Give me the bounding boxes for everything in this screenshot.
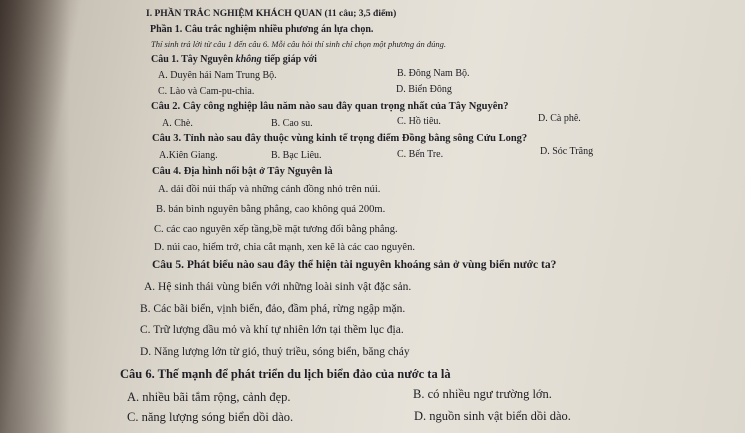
q1-option-b: B. Đông Nam Bộ.	[397, 68, 470, 79]
q6-option-d: D. nguồn sinh vật biển dồi dào.	[414, 409, 571, 423]
q4-option-a: A. dải đồi núi thấp và những cánh đồng nhỏ trên núi.	[158, 184, 381, 195]
q5-option-b: B. Các bãi biển, vịnh biển, đảo, đầm phá, rừng ngập mặn.	[140, 303, 406, 315]
q4-option-c: C. các cao nguyên xếp tầng,bề mặt tương đối bằng phẳng.	[154, 224, 398, 235]
question-3: Câu 3. Tỉnh nào sau đây thuộc vùng kinh tế trọng điểm Đồng bằng sông Cửu Long?	[152, 133, 528, 144]
q2-option-c: C. Hồ tiêu.	[397, 116, 441, 127]
photo-shadow	[0, 0, 70, 433]
q3-option-b: B. Bạc Liêu.	[271, 150, 322, 161]
q3-option-c: C. Bến Tre.	[397, 149, 444, 160]
part-heading: Phần 1. Câu trắc nghiệm nhiều phương án lựa chọn.	[150, 24, 374, 35]
q5-option-d: D. Năng lượng lớn từ gió, thuỷ triều, sóng biển, băng cháy	[140, 346, 410, 358]
q2-option-a: A. Chè.	[162, 118, 193, 129]
q2-option-b: B. Cao su.	[271, 118, 313, 129]
q6-option-c: C. năng lượng sóng biển dồi dào.	[127, 410, 294, 424]
q4-option-d: D. núi cao, hiểm trở, chia cắt mạnh, xen kẽ là các cao nguyên.	[154, 242, 415, 253]
question-1: Câu 1. Tây Nguyên không tiếp giáp với	[151, 54, 317, 65]
q6-option-a: A. nhiều bãi tắm rộng, cảnh đẹp.	[127, 390, 291, 404]
q3-option-d: D. Sóc Trăng	[540, 146, 594, 157]
q1-option-d: D. Biển Đông	[396, 84, 452, 95]
q3-option-a: A.Kiên Giang.	[159, 150, 218, 161]
question-2: Câu 2. Cây công nghiệp lâu năm nào sau đây quan trọng nhất của Tây Nguyên?	[151, 101, 509, 112]
q1-option-a: A. Duyên hải Nam Trung Bộ.	[158, 70, 277, 81]
section-heading: I. PHẦN TRẮC NGHIỆM KHÁCH QUAN (11 câu; 3,5 điểm)	[146, 9, 397, 19]
q2-option-d: D. Cà phê.	[538, 113, 581, 124]
question-4: Câu 4. Địa hình nổi bật ở Tây Nguyên là	[152, 166, 333, 177]
instruction: Thí sinh trả lời từ câu 1 đến câu 6. Mỗi câu hỏi thí sinh chỉ chọn một phương án đúng.	[151, 39, 447, 49]
q6-option-b: B. có nhiều ngư trường lớn.	[413, 387, 552, 401]
q5-option-c: C. Trữ lượng dầu mỏ và khí tự nhiên lớn tại thềm lục địa.	[140, 324, 404, 336]
q4-option-b: B. bán bình nguyên bằng phẳng, cao không quá 200m.	[156, 204, 386, 215]
q5-option-a: A. Hệ sinh thái vùng biển với những loài sinh vật đặc sản.	[144, 281, 412, 293]
question-5: Câu 5. Phát biểu nào sau đây thể hiện tài nguyên khoáng sản ở vùng biển nước ta?	[152, 259, 557, 271]
q1-option-c: C. Lào và Cam-pu-chia.	[158, 86, 255, 97]
question-6: Câu 6. Thế mạnh để phát triển du lịch biển đảo của nước ta là	[120, 367, 451, 381]
